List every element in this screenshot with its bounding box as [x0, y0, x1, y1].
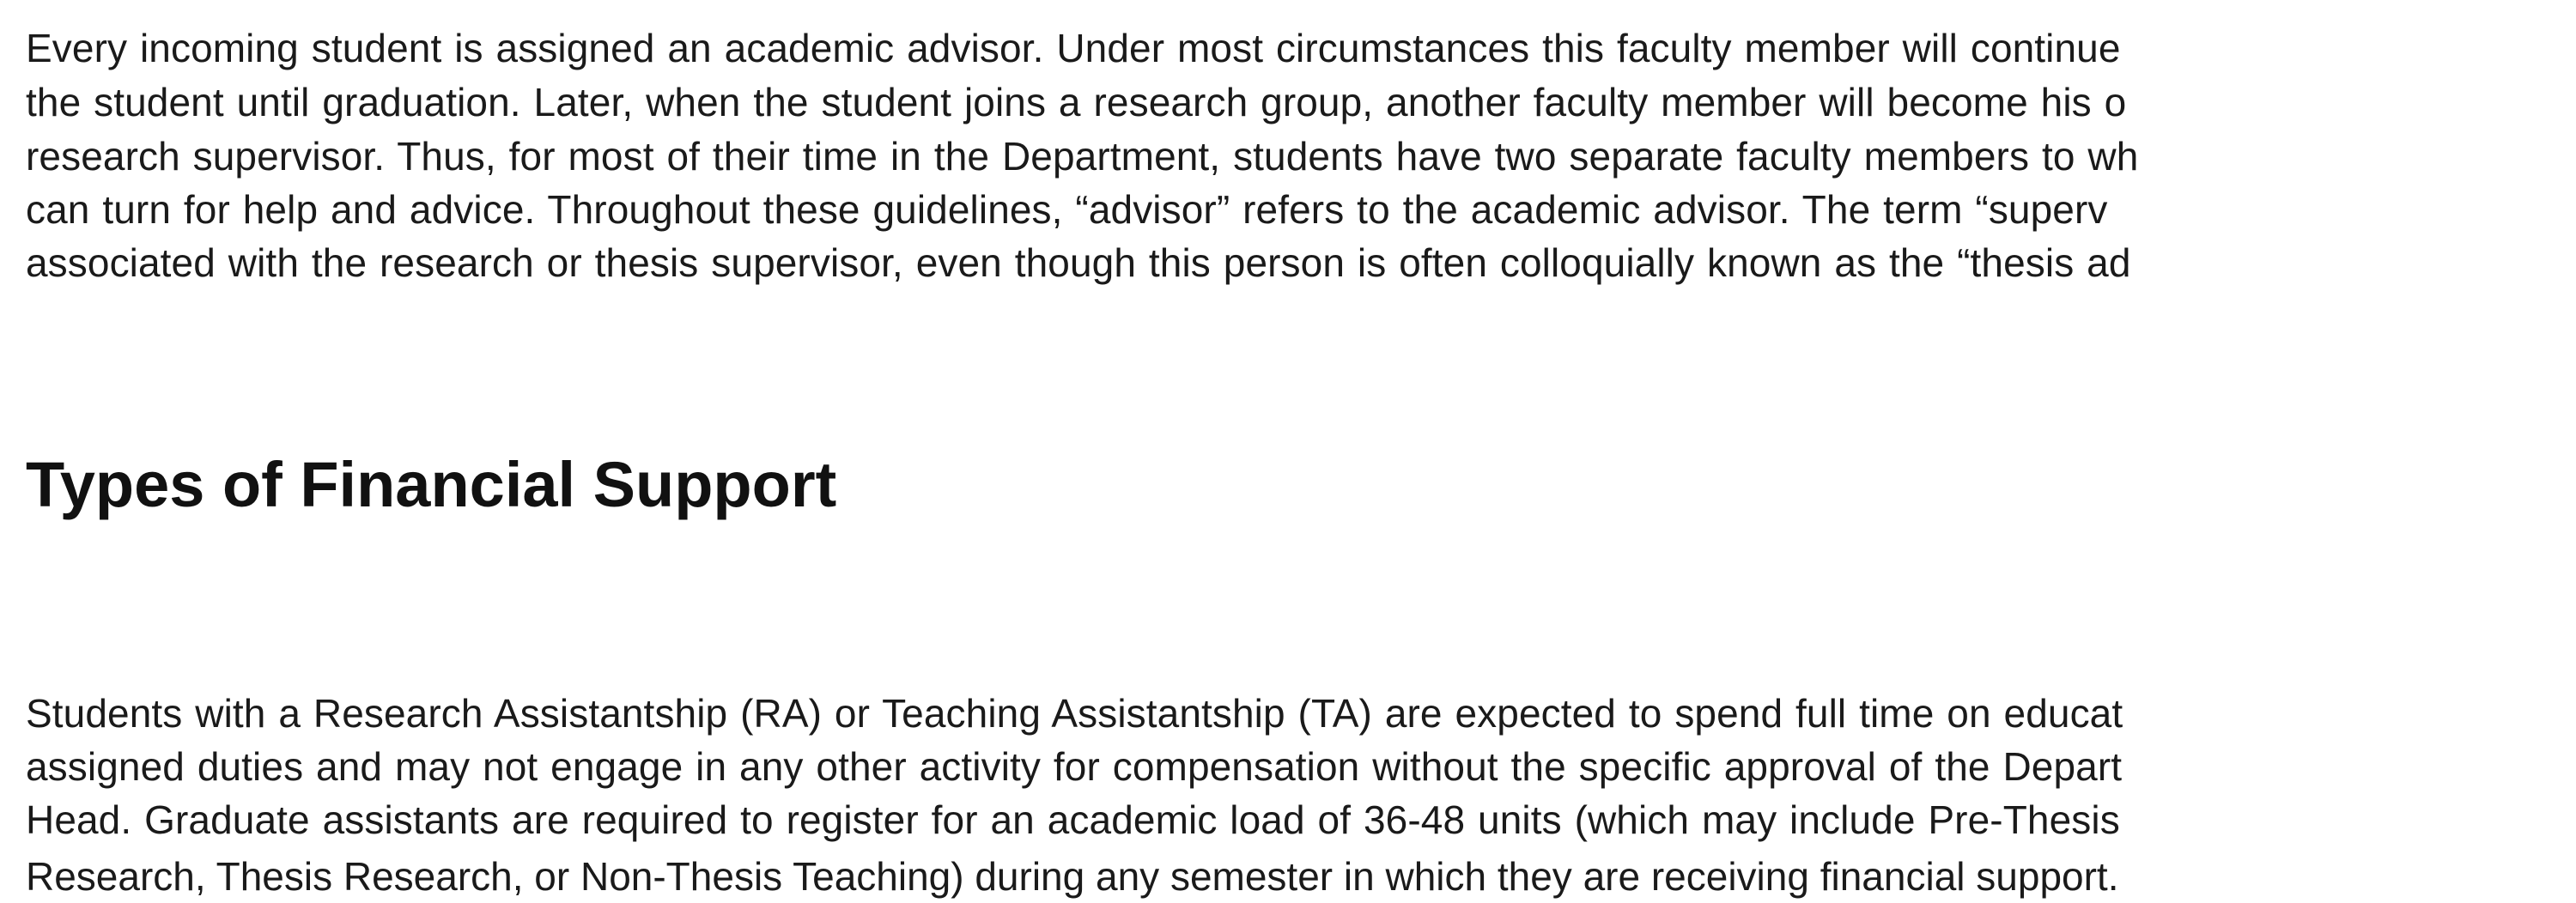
paragraph-line: Head. Graduate assistants are required to register for an academic load of 36-48 units (which may include Pre-Thesis: [26, 797, 2120, 842]
paragraph-line: the student until graduation. Later, when the student joins a research group, another faculty member will become his o: [26, 80, 2127, 124]
section-heading: Types of Financial Support: [26, 449, 837, 520]
paragraph-line: Students with a Research Assistantship (RA) or Teaching Assistantship (TA) are expected to spend full time on educat: [26, 691, 2123, 736]
paragraph-line: can turn for help and advice. Throughout these guidelines, “advisor” refers to the academic advisor. The term “superv: [26, 187, 2108, 232]
paragraph-line: Every incoming student is assigned an academic advisor. Under most circumstances this faculty member will continue: [26, 26, 2121, 70]
paragraph-line: assigned duties and may not engage in any other activity for compensation without the specific approval of the Depart: [26, 744, 2123, 789]
paragraph-line: Research, Thesis Research, or Non-Thesis Teaching) during any semester in which they are receiving financial support.: [26, 854, 2119, 899]
paragraph-line: associated with the research or thesis supervisor, even though this person is often colloquially known as the “thesis ad: [26, 240, 2131, 285]
paragraph-line: research supervisor. Thus, for most of their time in the Department, students have two separate faculty members to wh: [26, 134, 2139, 179]
